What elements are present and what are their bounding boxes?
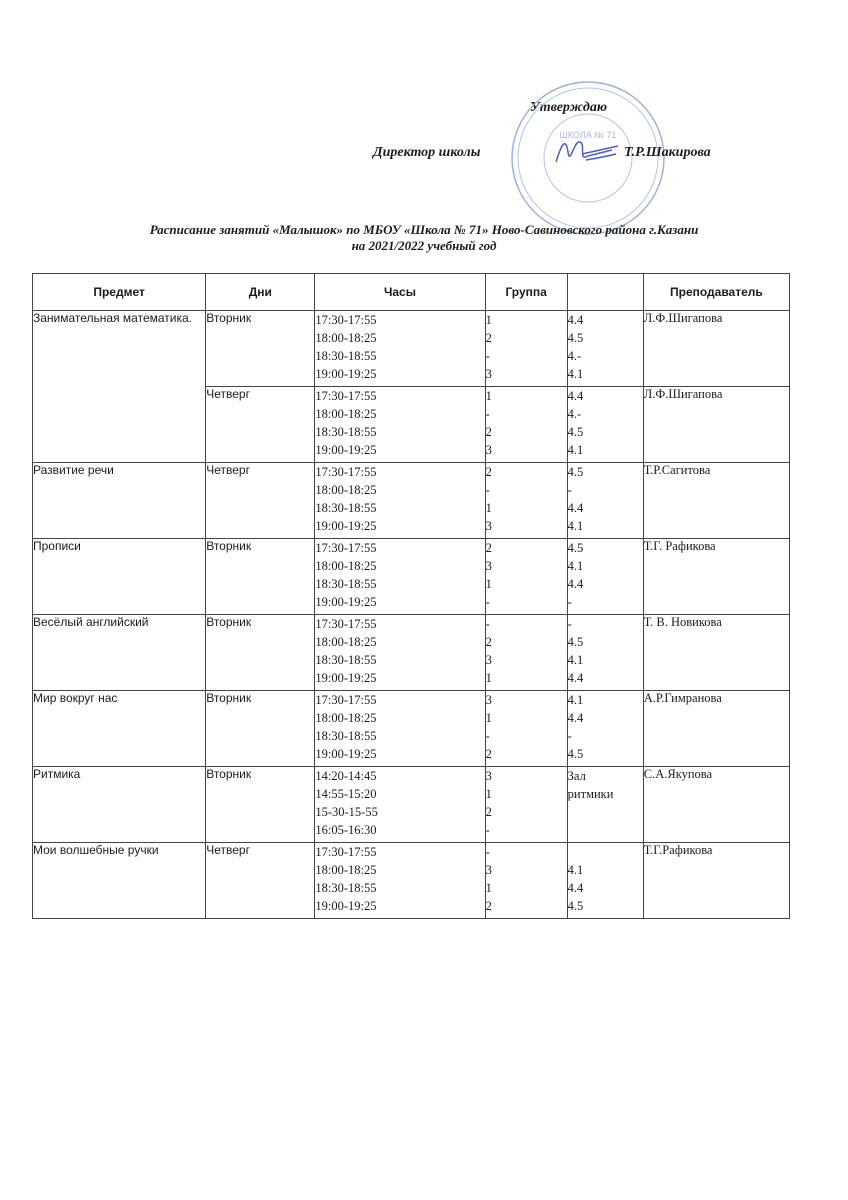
group-value: 2 xyxy=(485,541,492,555)
time-value: 19:00-19:25 xyxy=(315,747,377,761)
time-value: 17:30-17:55 xyxy=(315,465,377,479)
time-value: 19:00-19:25 xyxy=(315,899,377,913)
group-value: 3 xyxy=(485,693,492,707)
group-cell xyxy=(485,615,567,691)
time-value: 18:00-18:25 xyxy=(315,407,377,421)
time-value: 18:30-18:55 xyxy=(315,653,377,667)
group-value: - xyxy=(485,823,490,837)
table-header-row xyxy=(33,274,790,311)
teacher-cell: С.А.Якупова xyxy=(643,767,789,843)
group-value: 3 xyxy=(485,559,492,573)
day-cell: Вторник xyxy=(206,539,315,615)
time-value: 19:00-19:25 xyxy=(315,595,377,609)
room-value: 4.4 xyxy=(567,881,584,895)
group-value: 3 xyxy=(485,769,492,783)
group-value: - xyxy=(485,729,490,743)
teacher-cell: Т. В. Новикова xyxy=(643,615,789,691)
room-value: 4.1 xyxy=(567,519,584,533)
col-header-subject: Предмет xyxy=(33,274,206,311)
group-value: 1 xyxy=(485,577,492,591)
approval-label: Утверждаю xyxy=(530,100,608,115)
time-cell xyxy=(315,463,485,539)
time-cell xyxy=(315,691,485,767)
subject-cell: Мои волшебные ручки xyxy=(33,843,206,919)
room-value: - xyxy=(567,595,572,609)
group-value: - xyxy=(485,349,490,363)
room-cell xyxy=(567,387,643,463)
group-value: - xyxy=(485,407,490,421)
schedule-table xyxy=(32,273,790,919)
room-value: 4.5 xyxy=(567,541,584,555)
room-value: - xyxy=(567,617,572,631)
teacher-cell: А.Р.Гимранова xyxy=(643,691,789,767)
room-value: ритмики xyxy=(567,787,614,801)
room-value xyxy=(568,803,643,821)
time-cell xyxy=(315,539,485,615)
group-value: 2 xyxy=(485,805,492,819)
room-value: - xyxy=(567,483,572,497)
group-value: 1 xyxy=(485,389,492,403)
room-value: 4.- xyxy=(567,349,582,363)
col-header-days: Дни xyxy=(206,274,315,311)
day-cell: Четверг xyxy=(206,843,315,919)
group-value: 3 xyxy=(485,653,492,667)
group-value: 2 xyxy=(485,899,492,913)
director-label: Директор школы xyxy=(373,145,481,160)
time-value: 16:05-16:30 xyxy=(315,823,377,837)
room-value: 4.4 xyxy=(567,671,584,685)
day-cell: Вторник xyxy=(206,691,315,767)
time-value: 17:30-17:55 xyxy=(315,389,377,403)
table-row xyxy=(33,691,790,767)
table-row xyxy=(33,311,790,387)
col-header-hours: Часы xyxy=(315,274,485,311)
room-value: - xyxy=(567,729,572,743)
room-value: 4.4 xyxy=(567,711,584,725)
time-value: 18:00-18:25 xyxy=(315,559,377,573)
teacher-cell: Л.Ф.Шигапова xyxy=(643,311,789,387)
time-value: 18:00-18:25 xyxy=(315,483,377,497)
table-row xyxy=(33,767,790,843)
title-line-1: Расписание занятий «Малышок» по МБОУ «Школа № 71» Ново-Савиновского района г.Казани xyxy=(149,222,699,237)
group-value: 1 xyxy=(485,787,492,801)
room-cell xyxy=(567,311,643,387)
subject-cell: Весёлый английский xyxy=(33,615,206,691)
group-value: 2 xyxy=(485,635,492,649)
time-value: 19:00-19:25 xyxy=(315,367,377,381)
group-cell xyxy=(485,767,567,843)
time-value: 18:30-18:55 xyxy=(315,501,377,515)
group-value: 2 xyxy=(485,465,492,479)
group-value: 3 xyxy=(485,367,492,381)
room-value: 4.5 xyxy=(567,425,584,439)
day-cell: Четверг xyxy=(206,463,315,539)
group-value: 3 xyxy=(485,443,492,457)
time-value: 19:00-19:25 xyxy=(315,519,377,533)
room-cell xyxy=(567,843,643,919)
group-cell xyxy=(485,843,567,919)
room-value: 4.5 xyxy=(567,465,584,479)
teacher-cell: Т.Г.Рафикова xyxy=(643,843,789,919)
time-cell xyxy=(315,311,485,387)
room-value: 4.- xyxy=(567,407,582,421)
group-value: 2 xyxy=(485,425,492,439)
time-value: 19:00-19:25 xyxy=(315,443,377,457)
room-value: 4.1 xyxy=(567,443,584,457)
time-value: 18:30-18:55 xyxy=(315,881,377,895)
room-value: 4.5 xyxy=(567,635,584,649)
svg-text:ШКОЛА № 71: ШКОЛА № 71 xyxy=(559,130,617,140)
director-signature xyxy=(552,132,622,172)
time-cell xyxy=(315,615,485,691)
group-cell xyxy=(485,463,567,539)
time-value: 18:00-18:25 xyxy=(315,331,377,345)
teacher-cell: Т.Г. Рафикова xyxy=(643,539,789,615)
col-header-room xyxy=(567,274,643,311)
day-cell: Вторник xyxy=(206,311,315,387)
group-value: - xyxy=(485,845,490,859)
room-value: 4.4 xyxy=(567,313,584,327)
room-value: 4.1 xyxy=(567,367,584,381)
subject-cell: Ритмика xyxy=(33,767,206,843)
room-value: 4.4 xyxy=(567,577,584,591)
subject-cell: Прописи xyxy=(33,539,206,615)
title-line-2: на 2021/2022 учебный год xyxy=(351,238,497,253)
time-value: 18:00-18:25 xyxy=(315,863,377,877)
time-value: 18:30-18:55 xyxy=(315,729,377,743)
time-value: 14:20-14:45 xyxy=(315,769,377,783)
group-cell xyxy=(485,691,567,767)
group-value: 1 xyxy=(485,881,492,895)
room-value: 4.5 xyxy=(567,747,584,761)
room-value: 4.1 xyxy=(567,653,584,667)
teacher-cell: Л.Ф.Шигапова xyxy=(643,387,789,463)
time-value: 17:30-17:55 xyxy=(315,617,377,631)
time-cell xyxy=(315,767,485,843)
group-value: 1 xyxy=(485,313,492,327)
time-value: 19:00-19:25 xyxy=(315,671,377,685)
time-value: 14:55-15:20 xyxy=(315,787,377,801)
room-value: 4.4 xyxy=(567,501,584,515)
room-cell xyxy=(567,691,643,767)
time-value: 17:30-17:55 xyxy=(315,845,377,859)
room-value xyxy=(568,821,643,839)
teacher-cell: Т.Р.Сагитова xyxy=(643,463,789,539)
room-value: 4.5 xyxy=(567,331,584,345)
room-cell xyxy=(567,463,643,539)
group-value: 1 xyxy=(485,671,492,685)
room-value: 4.1 xyxy=(567,693,584,707)
col-header-group: Группа xyxy=(485,274,567,311)
group-value: 2 xyxy=(485,747,492,761)
time-cell xyxy=(315,843,485,919)
subject-cell: Развитие речи xyxy=(33,463,206,539)
day-cell: Вторник xyxy=(206,615,315,691)
subject-cell: Мир вокруг нас xyxy=(33,691,206,767)
table-row xyxy=(33,463,790,539)
time-value: 17:30-17:55 xyxy=(315,313,377,327)
table-row xyxy=(33,539,790,615)
room-value: 4.4 xyxy=(567,389,584,403)
group-value: 1 xyxy=(485,711,492,725)
table-row xyxy=(33,843,790,919)
time-value: 15-30-15-55 xyxy=(315,805,378,819)
room-value xyxy=(568,843,643,861)
page-title xyxy=(0,222,848,254)
group-value: 3 xyxy=(485,863,492,877)
room-value: 4.1 xyxy=(567,863,584,877)
group-value: - xyxy=(485,595,490,609)
time-value: 18:30-18:55 xyxy=(315,349,377,363)
director-name: Т.Р.Шакирова xyxy=(624,145,711,160)
time-value: 17:30-17:55 xyxy=(315,693,377,707)
day-cell: Вторник xyxy=(206,767,315,843)
day-cell: Четверг xyxy=(206,387,315,463)
time-value: 18:30-18:55 xyxy=(315,577,377,591)
room-value: Зал xyxy=(567,769,586,783)
time-value: 18:00-18:25 xyxy=(315,635,377,649)
group-cell xyxy=(485,539,567,615)
group-value: 3 xyxy=(485,519,492,533)
room-cell xyxy=(567,767,643,843)
group-value: - xyxy=(485,617,490,631)
time-cell xyxy=(315,387,485,463)
col-header-teacher: Преподаватель xyxy=(643,274,789,311)
table-row xyxy=(33,615,790,691)
room-value: 4.5 xyxy=(567,899,584,913)
room-cell xyxy=(567,615,643,691)
time-value: 18:00-18:25 xyxy=(315,711,377,725)
time-value: 18:30-18:55 xyxy=(315,425,377,439)
group-value: 1 xyxy=(485,501,492,515)
subject-cell: Занимательная математика. xyxy=(33,311,206,463)
group-cell xyxy=(485,311,567,387)
group-value: - xyxy=(485,483,490,497)
group-cell xyxy=(485,387,567,463)
time-value: 17:30-17:55 xyxy=(315,541,377,555)
room-cell xyxy=(567,539,643,615)
group-value: 2 xyxy=(485,331,492,345)
room-value: 4.1 xyxy=(567,559,584,573)
